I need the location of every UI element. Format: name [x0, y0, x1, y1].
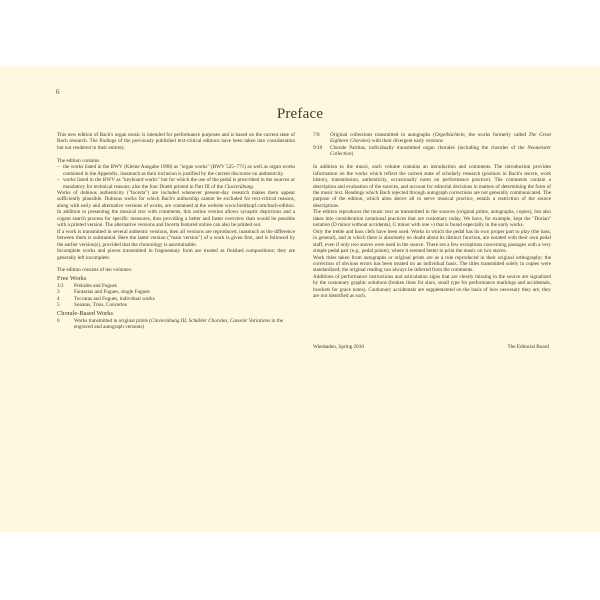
document-page — [0, 66, 600, 532]
signature-block — [313, 344, 551, 350]
volume-item: 7/8 Original collections transmitted in autographs (Orgelbüchlein, the works formerly called The Great Eighteen Chorales) with their divergent early versions — [313, 132, 551, 145]
right-column — [313, 132, 551, 350]
chorale-works-heading: Chorale-Based Works — [57, 309, 113, 317]
intro-paragraph: This new edition of Bach's organ music is intended for performance purposes and is based on the current state of Bach research. The findings of the previously published text-critical editions have been taken into consideration but not rendered in their entirety. — [57, 132, 295, 151]
titles-paragraph: Work titles taken from autographs or original prints are as a rule reproduced in their original orthography; the correction of obvious errors has been treated on an individual basis. The titles transmitted solely in copies were standardized; the original reading can always be inferred from the comments. — [313, 254, 551, 274]
introduction-paragraph: In addition to the music, each volume contains an introduction and comments. The introduction provides information on the works which reflect the current state of scholarly research (position in Bach's œuvre, work history, transmission, authenticity, occasionally notes on performance practice). The comments contain a description and evaluation of the sources, and account for editorial decisions in matters of determining the form of the music text. Readings which Bach rejected through autograph corrections are not generally communicated. The purpose of the edition, which aims above all to serve musical practice, entails a restriction of the source descriptions. — [313, 164, 551, 209]
volume-item: 9/10 Chorale Partitas, individually transmitted organ chorales (including the chorales of the Neumeister Collection) — [313, 144, 551, 158]
contains-heading: The edition contains — [57, 157, 100, 164]
place-date: Wiesbaden, Spring 2010 — [313, 343, 364, 350]
incomplete-paragraph: Incomplete works and pieces transmitted in fragmentary form are treated as finished compositions; they are generally left incomplete. — [57, 248, 295, 261]
page-title: Preface — [276, 106, 324, 122]
volume-item: 5 Sonatas, Trios, Concertos — [57, 302, 128, 309]
clefs-paragraph: Only the treble and bass clefs have been used. Works in which the pedal has its own proper part to play (the bass, in general), and in which there is absolutely no doubt about its distinct function, are notated with their own pedal staff, even if only two staves were used in the source. There are a few exceptions concerning passages with a very simple pedal part (e.g., pedal points), where it seemed better to print the music on two staves. — [313, 228, 551, 255]
page-number: 6 — [56, 88, 60, 96]
volume-item: 4 Toccatas and Fugues, individual works — [57, 295, 155, 302]
contains-item: – the works listed in the BWV (Kleine Ausgabe 1998) as "organ works" (BWV 525–771) as well as organ works contained in the Appendix, inasmuch as their inclusion is justified by the current discourse on authenticity. — [57, 164, 295, 177]
volumes-heading: The edition consists of ten volumes: — [57, 267, 133, 274]
volume-item: 1/2 Preludes and Fugues — [57, 282, 117, 289]
incerta-paragraph: Works of dubious authenticity ("Incerta") are included whenever present-day research makes them appear sufficiently plausible. Dubious works for which Bach's authorship cannot be excluded for text-critical reasons, along with early and alternative versions of works, are contained at the website www.breitkopf.com/bach-edition. In addition to presenting the musical text with comments, this online version allows synoptic depictions and a cogent search process for specific measures, thus providing a better and faster overview than would be possible with a printed version. The alternative versions and Incerta featured online can also be printed out. — [57, 190, 295, 229]
volume-item: 6 Works transmitted in original prints (Clavierübung III, Schübler Chorales, Canonic Variations in the engraved and autograph versions) — [57, 317, 284, 331]
left-column — [57, 132, 295, 331]
signature: The Editorial Board — [507, 343, 549, 350]
free-works-heading: Free Works — [57, 274, 87, 282]
contains-item: – works listed in the BWV as "keyboard works" but for which the use of the pedal is prescribed in the sources or mandatory for technical reasons; also the four Duetti printed in Part III of the Clavierübung. — [57, 177, 295, 190]
additions-paragraph: Additions of performance instructions and articulation signs that are clearly missing in the source are signalized by the customary graphic solutions (broken lines for slurs, small type for performance markings and accidentals, brackets for grace notes). Cautionary accidentals are supplemented on the basis of how necessary they are; they are not identified as such. — [313, 273, 551, 300]
versions-paragraph: If a work is transmitted in several authentic versions, then all versions are reproduced, inasmuch as the difference between them is substantial. Here the latest version ("main version") of a work is given first, and is followed by the earlier version(s), provided that the chronology is ascertainable. — [57, 228, 295, 248]
volume-item: 3 Fantasias and Fugues, single Fugues — [57, 289, 150, 296]
reproduces-paragraph: The edition reproduces the music text as transmitted in the sources (original prints, autographs, copies), but also takes into consideration notational practices that are customary today. We have, for example, kept the "Dorian" notation (D minor without accidental, G minor with one ♭) that is found especially in the early works. — [313, 209, 551, 229]
